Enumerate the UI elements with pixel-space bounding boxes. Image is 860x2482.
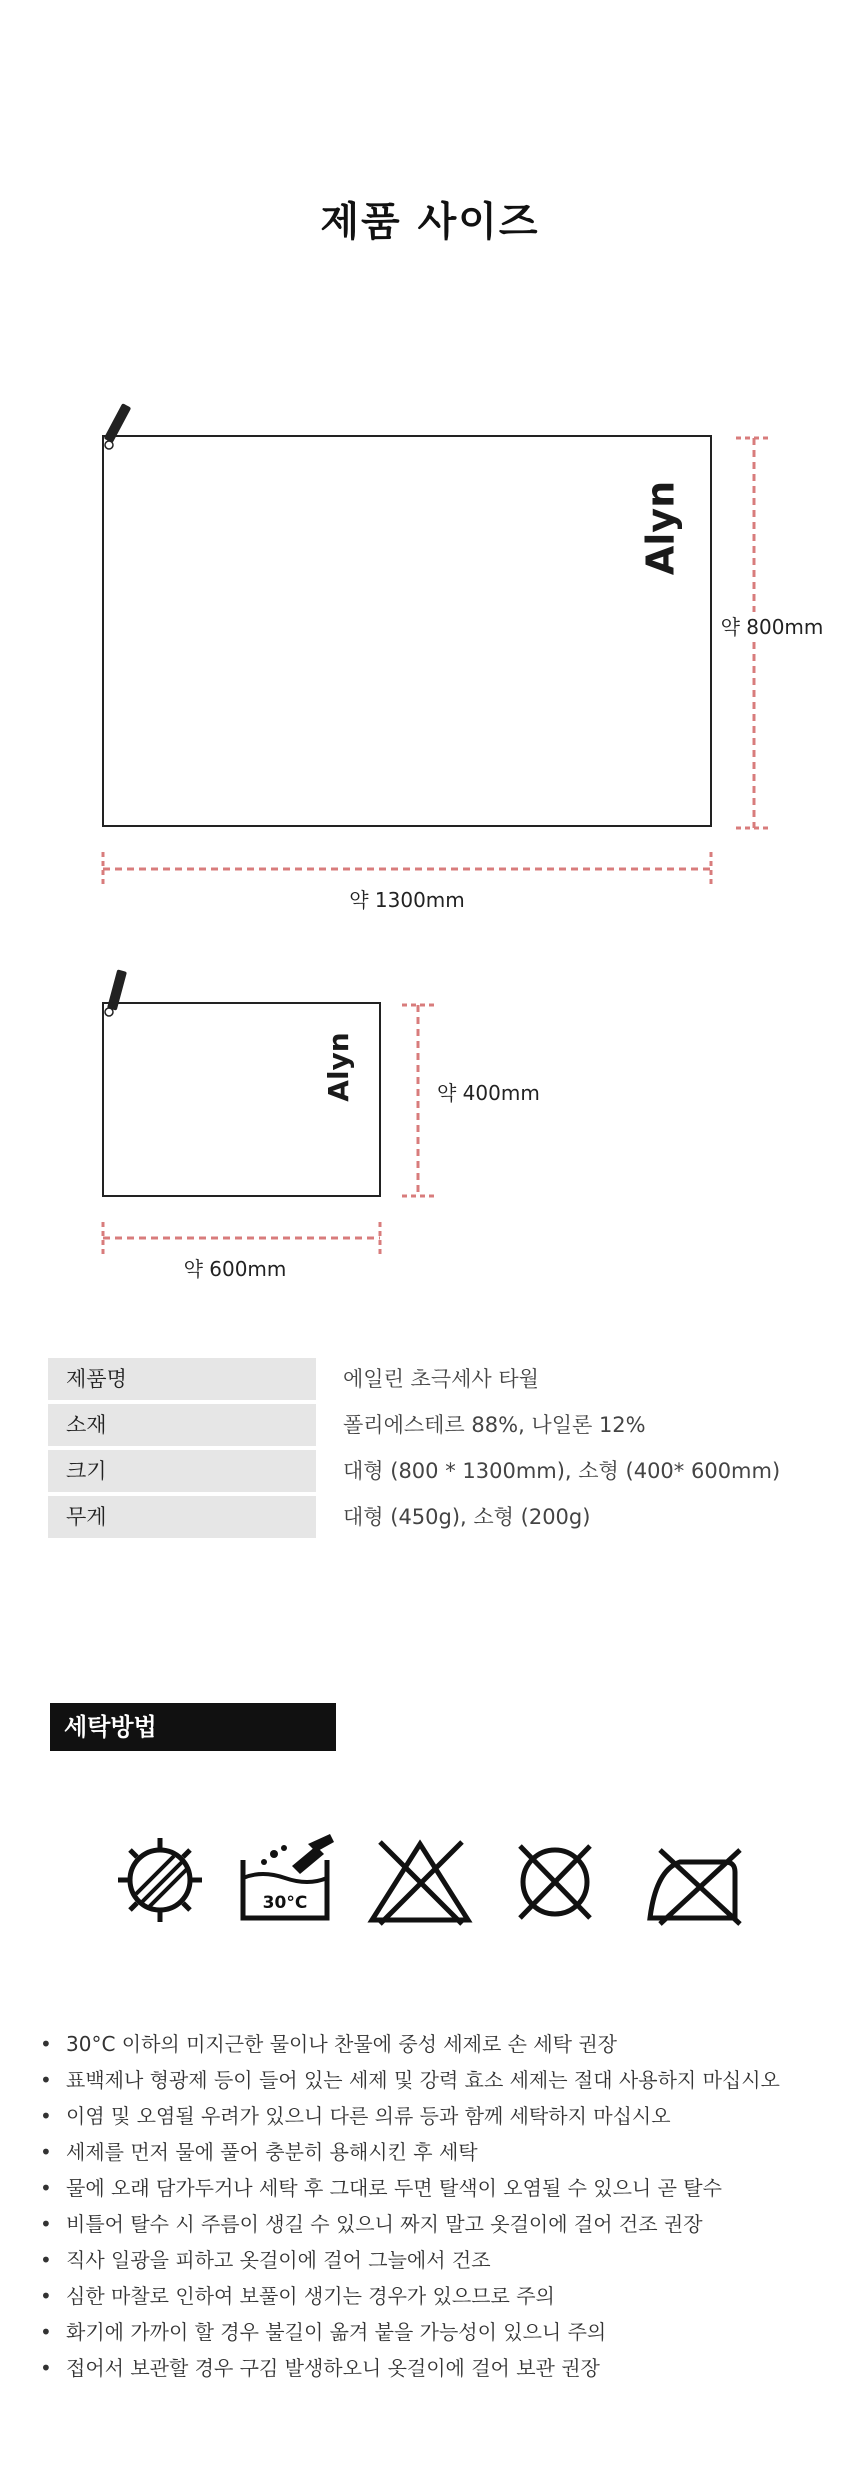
list-item: • 심한 마찰로 인하여 보풀이 생기는 경우가 있으므로 주의 (36, 2278, 836, 2314)
brand-logo-small (322, 1032, 355, 1101)
spec-label: 소재 (48, 1404, 316, 1446)
spec-value: 대형 (800 * 1300mm), 소형 (400* 600mm) (343, 1459, 781, 1483)
svg-text:Alyn: Alyn (322, 1032, 355, 1102)
list-item: • 직사 일광을 피하고 옷걸이에 걸어 그늘에서 건조 (36, 2242, 836, 2278)
spec-row (48, 1358, 800, 1400)
spec-label: 무게 (48, 1496, 316, 1538)
list-item: • 30°C 이하의 미지근한 물이나 찬물에 중성 세제로 손 세탁 권장 (36, 2026, 836, 2062)
svg-text:Alyn: Alyn (638, 480, 683, 576)
large-towel-outline (103, 436, 711, 826)
list-item: • 이염 및 오염될 우려가 있으니 다른 의류 등과 함께 세탁하지 마십시오 (36, 2098, 836, 2134)
spec-row (48, 1450, 800, 1492)
no-tumble-dry-icon (118, 1838, 202, 1922)
list-item: • 표백제나 형광제 등이 들어 있는 세제 및 강력 효소 세제는 절대 사용하지 마십시오 (36, 2062, 836, 2098)
care-notes-list (36, 2026, 836, 2386)
small-towel (103, 969, 540, 1281)
spec-value: 에일린 초극세사 타월 (343, 1367, 539, 1391)
svg-text:30°C: 30°C (262, 1893, 308, 1913)
spec-label: 제품명 (48, 1358, 316, 1400)
small-height-label: 약 400mm (437, 1081, 540, 1105)
brand-logo-large (639, 481, 683, 575)
spec-value: 대형 (450g), 소형 (200g) (343, 1505, 591, 1529)
spec-label: 크기 (48, 1450, 316, 1492)
washing-heading: 세탁방법 (50, 1703, 336, 1751)
no-iron-icon (650, 1850, 740, 1924)
large-height-label: 약 800mm (720, 615, 824, 639)
page-title: 제품 사이즈 (320, 199, 540, 245)
list-item: • 화기에 가까이 할 경우 불길이 옮겨 붙을 가능성이 있으니 주의 (36, 2314, 836, 2350)
spec-row (48, 1496, 800, 1538)
spec-value: 폴리에스테르 88%, 나일론 12% (343, 1413, 646, 1437)
no-dry-clean-icon (520, 1846, 590, 1918)
list-item: • 접어서 보관할 경우 구김 발생하오니 옷걸이에 걸어 보관 권장 (36, 2350, 836, 2386)
care-icons-row (0, 1820, 860, 1940)
hand-wash-30c-icon (243, 1834, 334, 1918)
list-item: • 세제를 먼저 물에 풀어 충분히 용해시킨 후 세탁 (36, 2134, 836, 2170)
small-width-label: 약 600mm (183, 1257, 287, 1281)
spec-row (48, 1404, 800, 1446)
large-width-label: 약 1300mm (349, 888, 465, 912)
list-item: • 비틀어 탈수 시 주름이 생길 수 있으니 짜지 말고 옷걸이에 걸어 건조 권장 (36, 2206, 836, 2242)
large-towel (103, 403, 828, 912)
list-item: • 물에 오래 담가두거나 세탁 후 그대로 두면 탈색이 오염될 수 있으니 곧 탈수 (36, 2170, 836, 2206)
no-bleach-icon (372, 1842, 468, 1924)
